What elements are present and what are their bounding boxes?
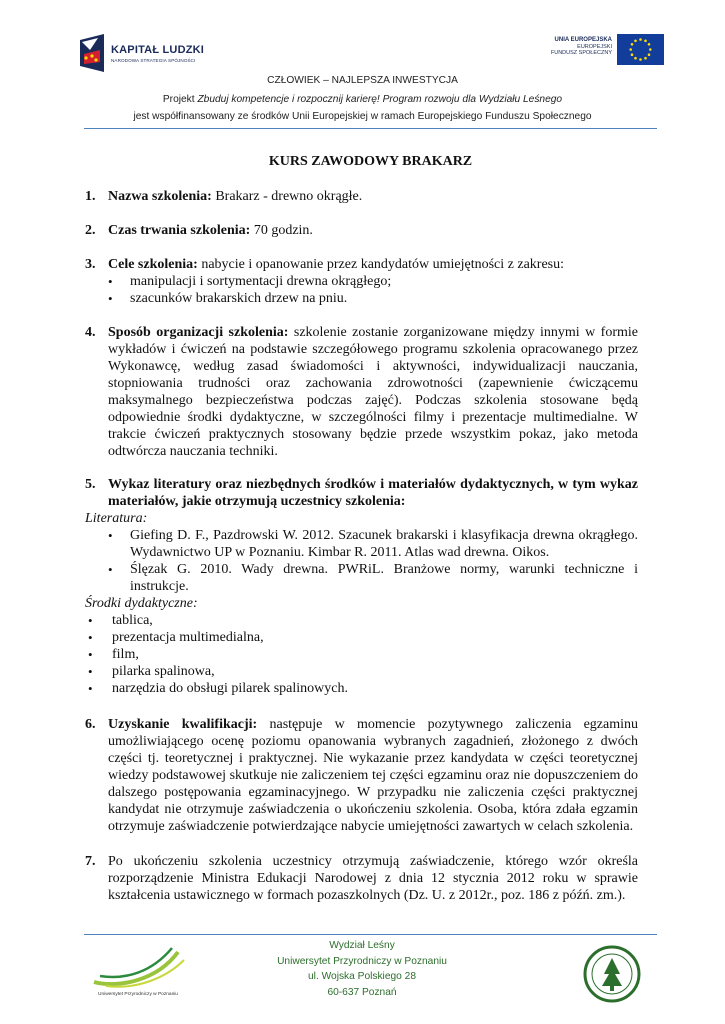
footer-line: 60-637 Poznań xyxy=(327,986,397,998)
section-number: 6. xyxy=(85,717,96,732)
list-item: • pilarka spalinowa, xyxy=(88,664,215,679)
list-item: • film, xyxy=(88,647,139,662)
list-item: • narzędzia do obsługi pilarek spalinowych. xyxy=(88,681,348,696)
literature-block xyxy=(85,510,638,697)
footer-line: ul. Wojska Polskiego 28 xyxy=(308,971,416,982)
up-poznan-caption: Uniwersytet Przyrodniczy w Poznaniu xyxy=(98,992,178,997)
section-label: Czas trwania szkolenia: xyxy=(108,223,251,238)
eu-logo-text xyxy=(551,37,612,57)
bullet-icon: • xyxy=(108,274,113,289)
eu-logo xyxy=(528,34,664,68)
section-1 xyxy=(85,188,638,205)
bullet-icon: • xyxy=(88,681,93,696)
section-number: 3. xyxy=(85,257,96,272)
document-title: KURS ZAWODOWY BRAKARZ xyxy=(268,154,473,169)
kapital-ludzki-subtitle: NARODOWA STRATEGIA SPÓJNOŚCI xyxy=(111,58,196,63)
section-text: Po ukończeniu szkolenia uczestnicy otrzymują zaświadczenie, którego wzór określa rozporządzenie Ministra Edukacji Narodowej z dnia 12 stycznia 2012 roku w sprawie kształcenia ustawicznego w formach pozaszkolnych (Dz. U. z 2012r., poz. 186 z późń. zm.). xyxy=(108,854,638,903)
literature-label: Literatura: xyxy=(85,511,148,526)
section-6 xyxy=(85,716,638,835)
header-divider xyxy=(84,128,657,129)
goals-list xyxy=(85,273,638,307)
aids-list xyxy=(85,612,638,697)
section-text: 70 godzin. xyxy=(250,223,313,238)
bullet-icon: • xyxy=(108,562,113,577)
list-item: • manipulacji i sortymentacji drewna okrągłego; xyxy=(108,274,392,289)
section-number: 2. xyxy=(85,223,96,238)
section-5 xyxy=(85,476,638,510)
eu-line2: EUROPEJSKI xyxy=(577,43,612,50)
list-item: • prezentacja multimedialna, xyxy=(88,630,264,645)
kapital-ludzki-logo xyxy=(78,32,218,78)
section-text: szkolenie zostanie zorganizowane między innymi w formie wykładów i ćwiczeń na podstawie szczegółowego programu szkolenia opracowanego przez Wykonawcę, według zasad świadomości i aktywności, indywidualizacji nauczania, stopniowania trudności oraz zachowania zdrowotności (zapewnienie ćwiczącemu maksymalnego bezpieczeństwa podczas zajęć). Podczas szkolenia stosowane będą odpowiednie środki dydaktyczne, w szczególności filmy i prezentacje multimedialne. W trakcie ćwiczeń praktycznych stosowany będzie przede wszystkim pokaz, jako metoda odtwórcza nauczania techniki. xyxy=(108,325,638,459)
footer-address xyxy=(230,938,494,1000)
bullet-icon: • xyxy=(88,630,93,645)
up-poznan-logo xyxy=(86,942,190,1004)
header-project-prefix: Projekt xyxy=(162,94,198,105)
footer-divider xyxy=(84,934,657,935)
footer-line: Wydział Leśny xyxy=(329,940,395,951)
list-item: • Ślęzak G. 2010. Wady drewna. PWRiL. Branżowe normy, warunki techniczne i instrukcje. xyxy=(108,562,638,594)
eu-line1: UNIA EUROPEJSKA xyxy=(554,37,612,43)
aids-label: Środki dydaktyczne: xyxy=(85,596,198,611)
section-number: 1. xyxy=(85,189,96,204)
header-cofinance: jest współfinansowany ze środków Unii Europejskiej w ramach Europejskiego Funduszu Społecznego xyxy=(133,111,592,122)
section-number: 7. xyxy=(85,854,96,869)
forestry-faculty-seal xyxy=(582,944,642,1004)
seal-icon xyxy=(582,944,642,1004)
section-text: nabycie i opanowanie przez kandydatów umiejętności z zakresu: xyxy=(197,257,565,272)
bullet-icon: • xyxy=(88,647,93,662)
header-project-title: Zbuduj kompetencje i rozpocznij karierę! Program rozwoju dla Wydziału Leśnego xyxy=(197,94,563,105)
section-7 xyxy=(85,853,638,904)
section-2 xyxy=(85,222,638,239)
up-poznan-swirl-icon xyxy=(86,942,190,992)
header-project xyxy=(60,94,665,105)
bullet-icon: • xyxy=(88,613,93,628)
section-label: Cele szkolenia: xyxy=(108,257,198,272)
section-3 xyxy=(85,256,638,307)
bullet-icon: • xyxy=(108,528,113,543)
bullet-icon: • xyxy=(108,291,113,306)
section-number: 5. xyxy=(85,477,96,492)
footer-line: Uniwersytet Przyrodniczy w Poznaniu xyxy=(277,955,447,967)
header-motto: CZŁOWIEK – NAJLEPSZA INWESTYCJA xyxy=(267,75,458,86)
eu-line3: FUNDUSZ SPOŁECZNY xyxy=(550,50,612,56)
section-label: Nazwa szkolenia: xyxy=(108,189,212,204)
kapital-ludzki-emblem-icon xyxy=(78,32,108,76)
section-text: następuje w momencie pozytywnego zaliczenia egzaminu umożliwiającego ocenę poziomu opanowania wybranych zagadnień, złożonego z dwóch części tj. teoretycznej i praktycznej. Nie wykazanie przez kandydata w części teoretycznej wiedzy podstawowej skutkuje nie zaliczeniem tej części egzaminu oraz nie dopuszczeniem do dalszego postępowania egzaminacyjnego. W przypadku nie zaliczenia części praktycznej kandydat nie otrzymuje zaświadczenia o ukończeniu szkolenia. Osoba, która zdała egzamin otrzymuje zaświadczenie potwierdzające nabycie umiejętności zawartych w celach szkolenia. xyxy=(108,717,639,834)
literature-list xyxy=(85,527,638,595)
eu-flag-icon xyxy=(617,34,664,65)
section-number: 4. xyxy=(85,325,96,340)
section-text: Brakarz - drewno okrągłe. xyxy=(211,189,363,204)
kapital-ludzki-name: KAPITAŁ LUDZKI xyxy=(111,44,205,56)
list-item: • szacunków brakarskich drzew na pniu. xyxy=(108,291,348,306)
section-label: Sposób organizacji szkolenia: xyxy=(108,325,289,340)
section-4 xyxy=(85,324,638,460)
section-label: Wykaz literatury oraz niezbędnych środków i materiałów dydaktycznych, w tym wykaz materiałów, jakie otrzymują uczestnicy szkolenia: xyxy=(108,477,638,509)
list-item: • tablica, xyxy=(88,613,153,628)
section-label: Uzyskanie kwalifikacji: xyxy=(108,717,258,732)
bullet-icon: • xyxy=(88,664,93,679)
list-item: • Giefing D. F., Pazdrowski W. 2012. Szacunek brakarski i klasyfikacja drewna okrągłego. Wydawnictwo UP w Poznaniu. Kimbar R. 2011. Atlas wad drewna. Oikos. xyxy=(108,528,638,560)
